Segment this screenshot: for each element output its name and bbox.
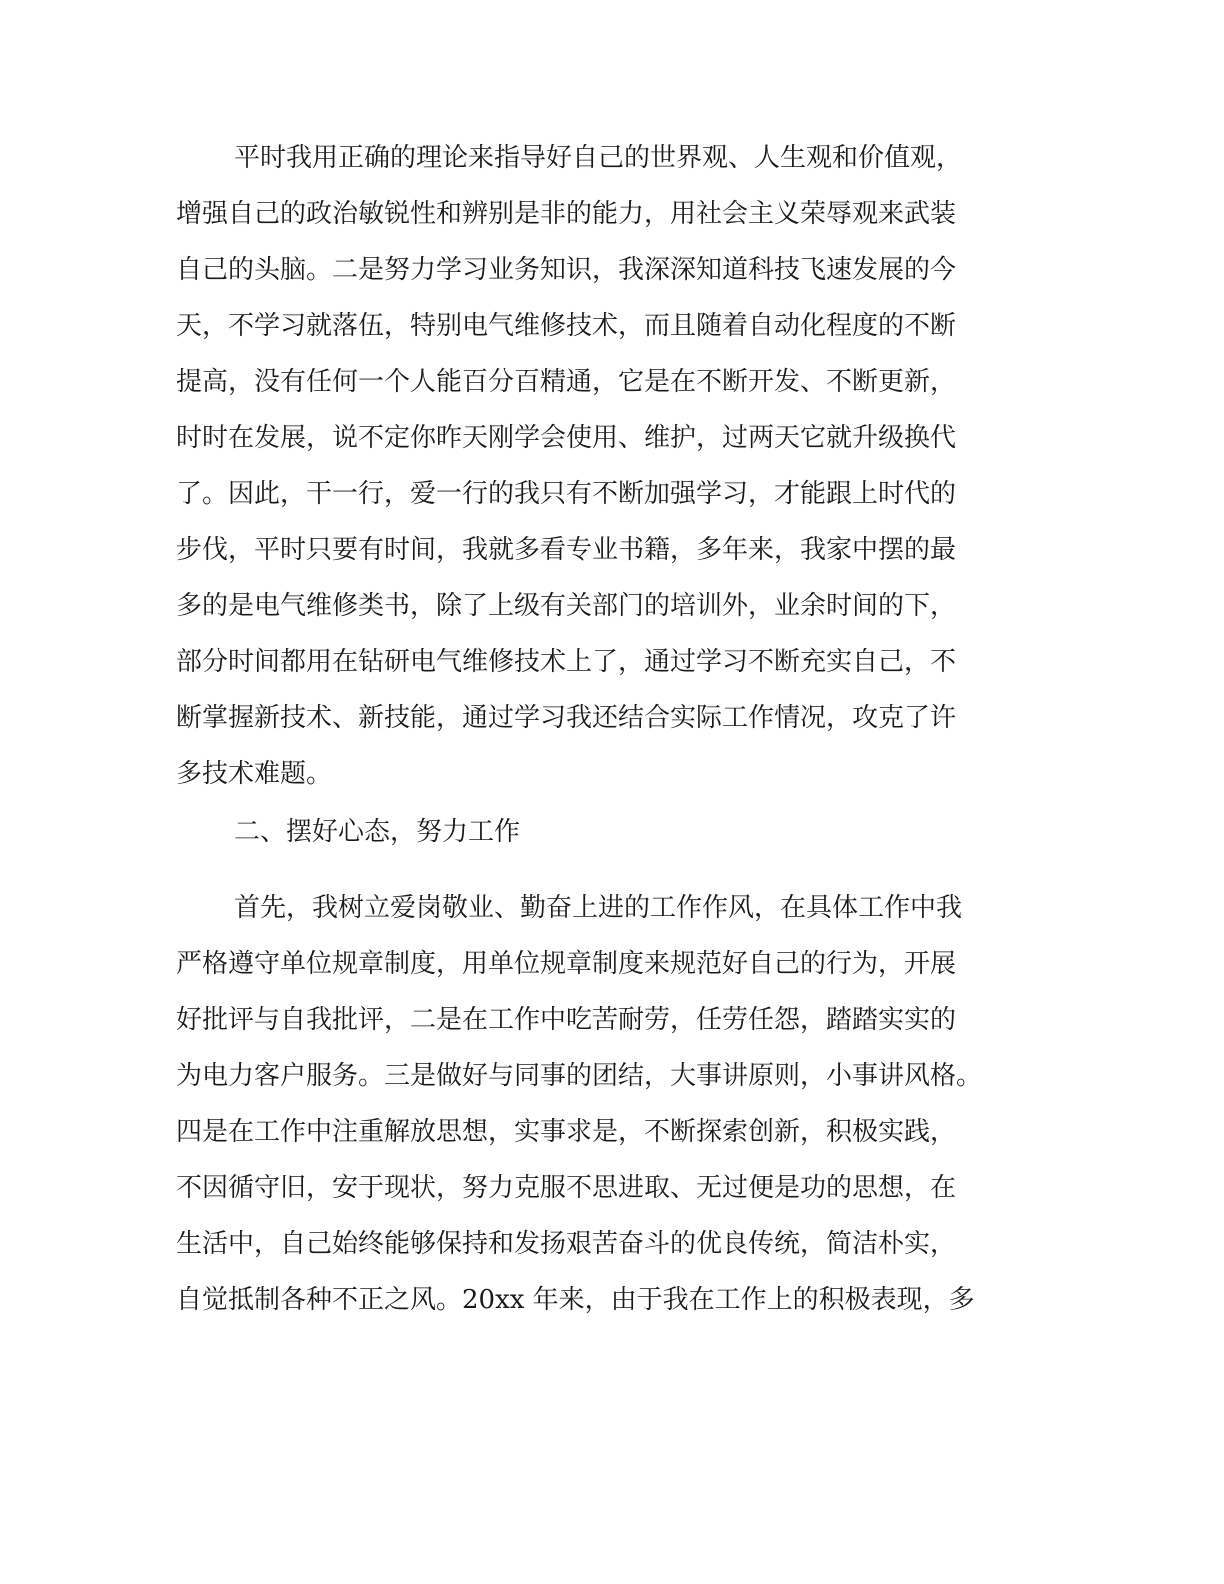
paragraph-line: 提高，没有任何一个人能百分百精通，它是在不断开发、不断更新， xyxy=(176,367,957,397)
paragraph-line: 了。因此，干一行，爱一行的我只有不断加强学习，才能跟上时代的 xyxy=(176,479,957,509)
paragraph-1 xyxy=(176,130,1056,802)
section-heading-block xyxy=(176,804,1056,860)
paragraph-line: 首先，我树立爱岗敬业、勤奋上进的工作作风，在具体工作中我 xyxy=(234,893,963,923)
paragraph-line: 自觉抵制各种不正之风。20xx 年来，由于我在工作上的积极表现，多 xyxy=(176,1285,975,1315)
paragraph-line: 多技术难题。 xyxy=(176,759,333,789)
paragraph-line: 步伐，平时只要有时间，我就多看专业书籍，多年来，我家中摆的最 xyxy=(176,535,957,565)
paragraph-line: 为电力客户服务。三是做好与同事的团结，大事讲原则，小事讲风格。 xyxy=(176,1061,983,1091)
paragraph-line: 增强自己的政治敏锐性和辨别是非的能力，用社会主义荣辱观来武装 xyxy=(176,199,957,229)
paragraph-line: 严格遵守单位规章制度，用单位规章制度来规范好自己的行为，开展 xyxy=(176,949,957,979)
paragraph-2 xyxy=(176,880,1056,1328)
paragraph-line: 四是在工作中注重解放思想，实事求是，不断探索创新，积极实践， xyxy=(176,1117,957,1147)
paragraph-line: 好批评与自我批评，二是在工作中吃苦耐劳，任劳任怨，踏踏实实的 xyxy=(176,1005,957,1035)
paragraph-line: 天，不学习就落伍，特别电气维修技术，而且随着自动化程度的不断 xyxy=(176,311,957,341)
paragraph-line: 部分时间都用在钻研电气维修技术上了，通过学习不断充实自己，不 xyxy=(176,647,957,677)
paragraph-line: 生活中，自己始终能够保持和发扬艰苦奋斗的优良传统，简洁朴实， xyxy=(176,1229,957,1259)
paragraph-line: 多的是电气维修类书，除了上级有关部门的培训外，业余时间的下， xyxy=(176,591,957,621)
paragraph-line: 平时我用正确的理论来指导好自己的世界观、人生观和价值观， xyxy=(234,143,963,173)
paragraph-line: 自己的头脑。二是努力学习业务知识，我深深知道科技飞速发展的今 xyxy=(176,255,957,285)
paragraph-line: 断掌握新技术、新技能，通过学习我还结合实际工作情况，攻克了许 xyxy=(176,703,957,733)
paragraph-line: 时时在发展，说不定你昨天刚学会使用、维护，过两天它就升级换代 xyxy=(176,423,957,453)
section-heading: 二、摆好心态，努力工作 xyxy=(234,817,521,847)
paragraph-line: 不因循守旧，安于现状，努力克服不思进取、无过便是功的思想，在 xyxy=(176,1173,957,1203)
